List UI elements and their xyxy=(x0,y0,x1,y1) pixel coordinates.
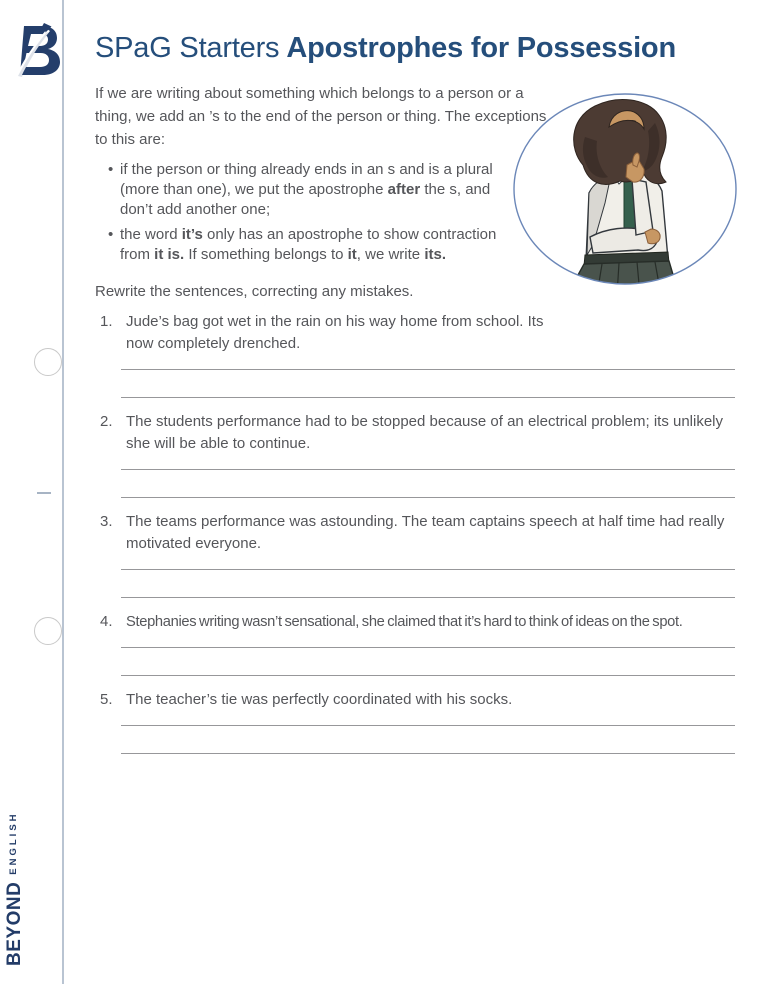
question-3 xyxy=(95,511,738,598)
answer-line xyxy=(121,355,735,370)
content-column xyxy=(95,30,738,767)
question-number: 4. xyxy=(100,613,113,630)
brand-subject: ENGLISH xyxy=(8,811,19,875)
beyond-logo-icon xyxy=(14,20,64,78)
bullet2-seg2: If something belongs to xyxy=(184,246,348,263)
exception-bullets xyxy=(95,160,527,265)
brand-vertical-text xyxy=(4,811,26,966)
answer-line xyxy=(121,470,735,498)
title-main: Apostrophes for Possession xyxy=(286,32,676,64)
bullet2-bold3: its. xyxy=(424,246,446,263)
question-4 xyxy=(95,611,738,676)
task-instruction: Rewrite the sentences, correcting any mistakes. xyxy=(95,283,414,300)
question-number: 2. xyxy=(100,413,113,430)
intro-paragraph: If we are writing about something which belongs to a person or a thing, we add an ’s to the end of the person or thing. The exceptions to this are: xyxy=(95,85,547,148)
bullet-text xyxy=(120,225,515,265)
question-list xyxy=(95,311,738,754)
bullet-marker: • xyxy=(108,161,114,178)
question-number: 3. xyxy=(100,513,113,530)
question-text: Stephanies writing wasn’t sensational, she claimed that it’s hard to think of ideas on the spot. xyxy=(126,614,683,630)
answer-area xyxy=(121,555,735,598)
question-number: 5. xyxy=(100,691,113,708)
answer-line xyxy=(121,555,735,570)
bullet1-seg1: the s, and don’t add another one; xyxy=(120,181,491,218)
hole-punch-bottom xyxy=(34,617,62,645)
answer-line xyxy=(121,633,735,648)
bullet1-seg0: if the person or thing already ends in an s and is a plural (more than one), we put the apostrophe xyxy=(120,161,493,198)
bullet1-bold0: after xyxy=(387,181,421,198)
answer-line xyxy=(121,726,735,754)
answer-area xyxy=(121,455,735,498)
bullet2-seg3: , we write xyxy=(356,246,425,263)
bullet-text xyxy=(120,160,515,220)
answer-line xyxy=(121,370,735,398)
question-text: The teams performance was astounding. The team captains speech at half time had really motivated everyone. xyxy=(126,513,725,552)
bullet-item-plural-s xyxy=(95,160,527,220)
question-1 xyxy=(95,311,738,398)
bullet2-bold2: it xyxy=(347,246,357,263)
question-5 xyxy=(95,689,738,754)
page-margin-rule xyxy=(62,0,64,984)
question-text: Jude’s bag got wet in the rain on his way home from school. Its now completely drenched. xyxy=(126,313,544,352)
answer-line xyxy=(121,648,735,676)
answer-line xyxy=(121,455,735,470)
question-number: 1. xyxy=(100,313,113,330)
question-2 xyxy=(95,411,738,498)
bullet2-bold1: it is. xyxy=(154,246,185,263)
bullet2-seg1: only has an apostrophe to show contraction from xyxy=(120,226,497,263)
answer-line xyxy=(121,711,735,726)
title-prefix: SPaG Starters xyxy=(95,32,280,64)
bullet2-seg0: the word xyxy=(120,226,182,243)
answer-area xyxy=(121,711,735,754)
question-text: The students performance had to be stopped because of an electrical problem; its unlikely she will be able to continue. xyxy=(126,413,724,452)
answer-area xyxy=(121,633,735,676)
hole-punch-top xyxy=(34,348,62,376)
page-title xyxy=(95,30,738,66)
answer-area xyxy=(121,355,735,398)
answer-line xyxy=(121,570,735,598)
centre-dash-marker xyxy=(37,492,51,494)
bullet2-bold0: it’s xyxy=(181,226,203,243)
brand-name: BEYOND xyxy=(4,881,25,966)
question-text: The teacher’s tie was perfectly coordinated with his socks. xyxy=(126,691,513,708)
bullet-marker: • xyxy=(108,226,114,243)
bullet-item-its xyxy=(95,225,527,265)
